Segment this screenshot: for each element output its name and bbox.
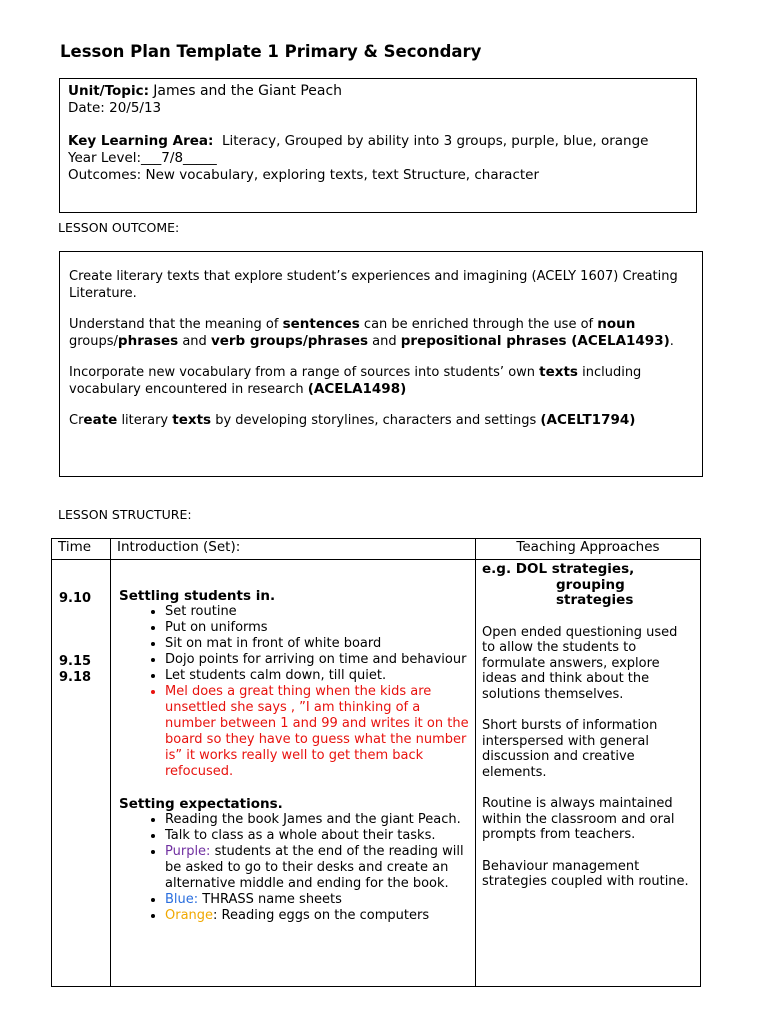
expectations-list — [119, 812, 475, 924]
unit-info-box — [59, 78, 697, 213]
outcome-3: Incorporate new vocabulary from a range of sources into students’ own texts including vocabulary encountered in research (ACELA1498) — [69, 364, 642, 397]
teaching-approach-1: Open ended questioning used to allow the students to formulate answers, explore ideas and think about the solutions themselves. — [482, 624, 678, 702]
outcome-box — [59, 251, 703, 477]
teaching-approach-3: Routine is always maintained within the classroom and oral prompts from teachers. — [482, 796, 675, 842]
time-1: 9.10 — [59, 591, 92, 606]
list-item: • Set routine — [165, 604, 475, 620]
list-item: • Talk to class as a whole about their tasks. — [165, 828, 475, 844]
teaching-column — [476, 560, 701, 987]
page-title: Lesson Plan Template 1 Primary & Secondary — [60, 42, 482, 61]
settling-list — [119, 604, 475, 780]
teaching-approach-2: Short bursts of information interspersed with general discussion and creative elements. — [482, 718, 658, 780]
teaching-eg: e.g. DOL strategies, grouping strategies — [482, 561, 635, 608]
unit-topic: Unit/Topic: James and the Giant Peach — [68, 83, 343, 99]
header-intro: Introduction (Set): — [111, 539, 476, 560]
header-teaching: Teaching Approaches — [476, 539, 701, 560]
year-level: Year Level:___7/8_____ — [68, 150, 217, 166]
teaching-approach-4: Behaviour management strategies coupled with routine. — [482, 858, 689, 889]
list-item: • Blue: THRASS name sheets — [165, 892, 475, 908]
list-item: • Purple: students at the end of the reading will be asked to go to their desks and create an alternative middle and ending for the book. — [165, 844, 475, 892]
lesson-structure-label: LESSON STRUCTURE: — [58, 507, 192, 522]
key-learning-area: Key Learning Area: Literacy, Grouped by ability into 3 groups, purple, blue, orange — [68, 133, 649, 149]
expectations-heading: Setting expectations. — [119, 796, 283, 812]
list-item: • Reading the book James and the giant Peach. — [165, 812, 475, 828]
header-time: Time — [52, 539, 111, 560]
settling-heading: Settling students in. — [119, 588, 276, 604]
outcome-4: Create literary texts by developing storylines, characters and settings (ACELT1794) — [69, 412, 636, 428]
list-item: • Dojo points for arriving on time and behaviour — [165, 652, 475, 668]
outcome-1: Create literary texts that explore student’s experiences and imagining (ACELY 1607) Creating Literature. — [69, 269, 678, 301]
outcome-2: Understand that the meaning of sentences can be enriched through the use of noun groups/phrases and verb groups/phrases and prepositional phrases (ACELA1493). — [69, 316, 674, 349]
unit-outcomes: Outcomes: New vocabulary, exploring texts, text Structure, character — [68, 167, 540, 183]
time-2: 9.15 — [59, 654, 92, 669]
time-column — [52, 560, 111, 987]
lesson-outcome-label: LESSON OUTCOME: — [58, 220, 180, 235]
lesson-structure-table — [51, 538, 701, 987]
list-item: • Put on uniforms — [165, 620, 475, 636]
list-item: • Mel does a great thing when the kids are unsettled she says , ”I am thinking of a number between 1 and 99 and writes it on the board so they have to guess what the number is” it works really well to get them back refocused. — [165, 684, 475, 780]
list-item: • Orange: Reading eggs on the computers — [165, 908, 475, 924]
list-item: • Sit on mat in front of white board — [165, 636, 475, 652]
unit-date: Date: 20/5/13 — [68, 100, 162, 116]
time-3: 9.18 — [59, 670, 92, 685]
intro-column — [111, 560, 476, 987]
list-item: • Let students calm down, till quiet. — [165, 668, 475, 684]
